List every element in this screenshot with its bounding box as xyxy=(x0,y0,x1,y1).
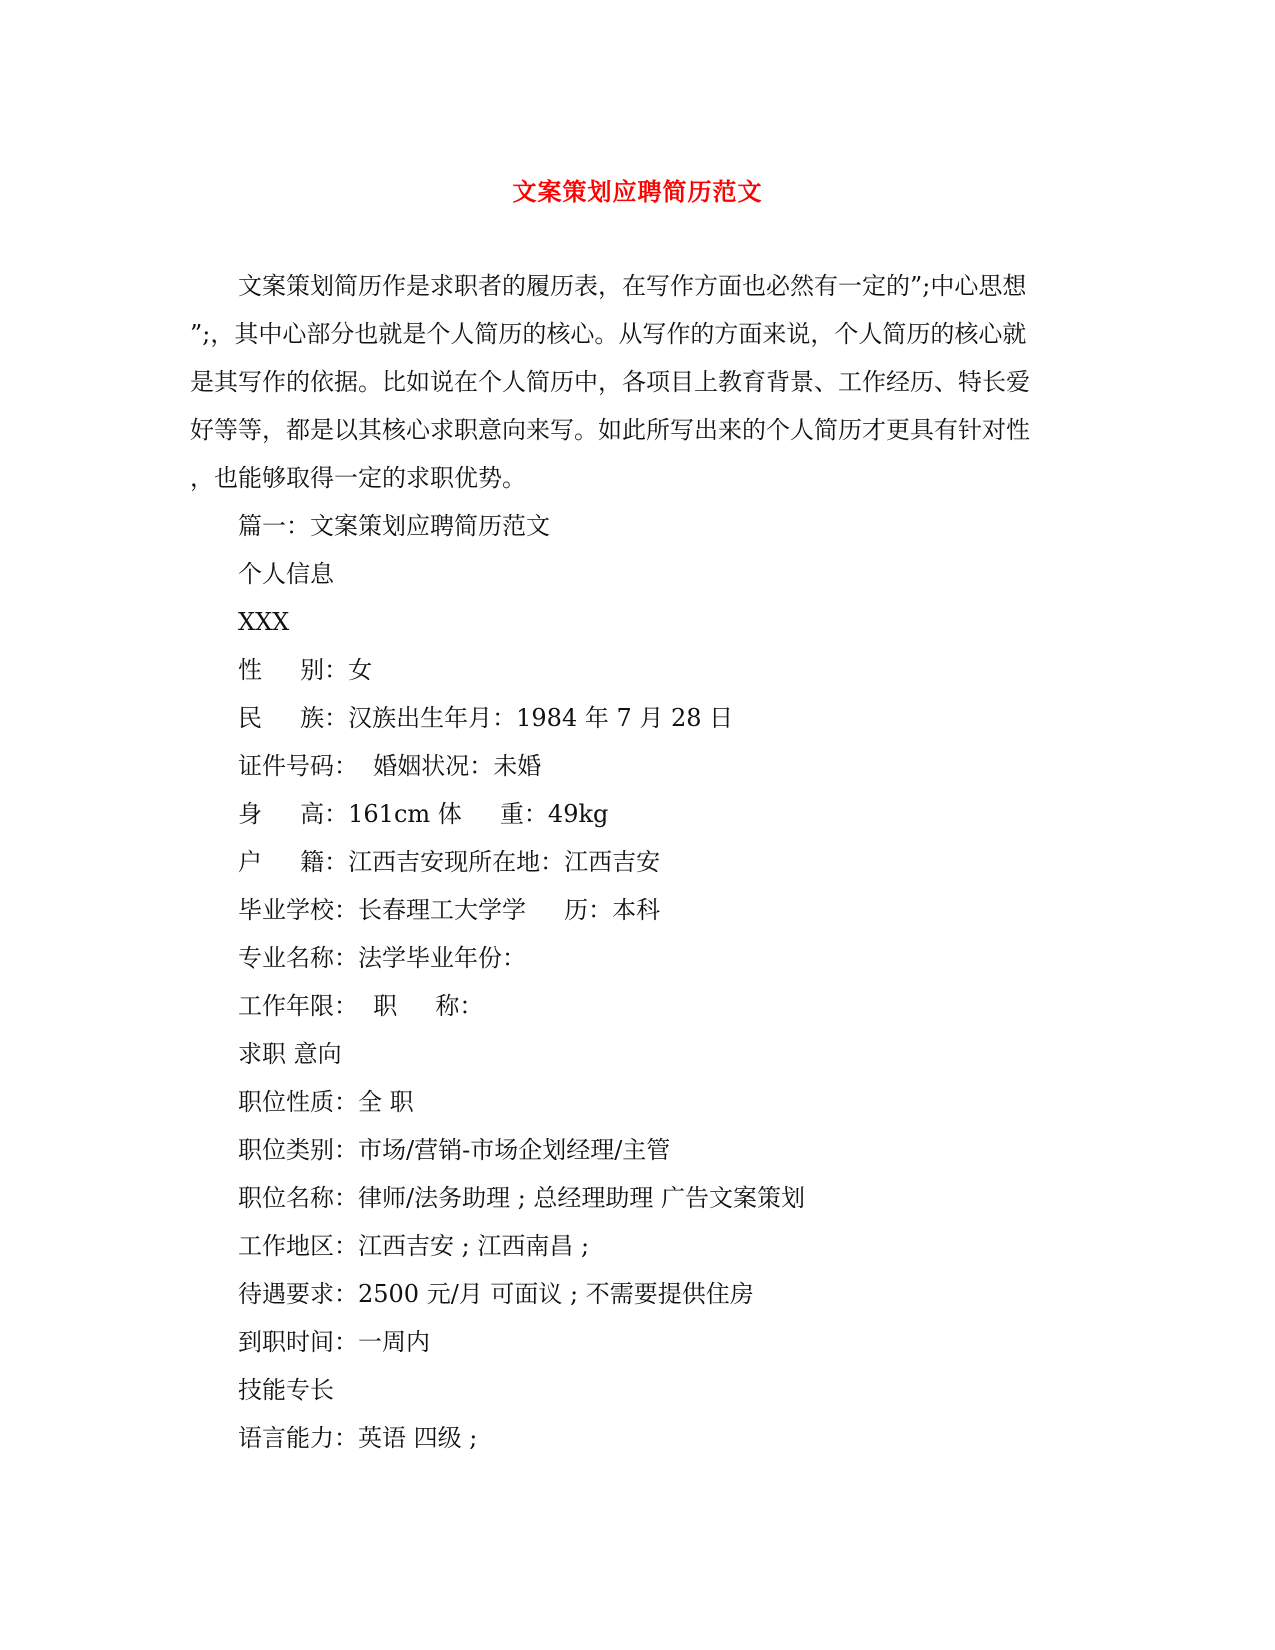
info-line: 民 族：汉族出生年月：1984 年 7 月 28 日 xyxy=(238,704,734,732)
intro-paragraph xyxy=(190,262,1070,502)
info-line: 职位类别：市场/营销-市场企划经理/主管 xyxy=(238,1136,671,1164)
name-line: XXX xyxy=(238,608,290,636)
info-line: 职位性质：全 职 xyxy=(238,1088,414,1116)
info-line: 专业名称：法学毕业年份： xyxy=(238,944,526,972)
info-line: 毕业学校：长春理工大学学 历：本科 xyxy=(238,896,661,924)
info-line: 性 别：女 xyxy=(238,656,373,684)
info-line: 语言能力：英语 四级 ; xyxy=(238,1424,478,1452)
info-line: 户 籍：江西吉安现所在地：江西吉安 xyxy=(238,848,661,876)
intro-line: ，也能够取得一定的求职优势。 xyxy=(190,464,526,492)
info-line: 证件号码： 婚姻状况：未婚 xyxy=(238,752,542,780)
subsection-heading: 技能专长 xyxy=(238,1376,334,1404)
document-title: 文案策划应聘简历范文 xyxy=(512,177,763,206)
info-line: 工作年限： 职 称： xyxy=(238,992,484,1020)
resume-body xyxy=(238,502,1078,1462)
info-line: 工作地区：江西吉安 ; 江西南昌 ; xyxy=(238,1232,590,1260)
info-line: 职位名称：律师/法务助理 ; 总经理助理 广告文案策划 xyxy=(238,1184,806,1212)
intro-line: ”;，其中心部分也就是个人简历的核心。从写作的方面来说，个人简历的核心就 xyxy=(190,320,1027,348)
intro-line: 好等等，都是以其核心求职意向来写。如此所写出来的个人简历才更具有针对性 xyxy=(190,416,1030,444)
info-line: 到职时间：一周内 xyxy=(238,1328,430,1356)
subsection-heading: 求职 意向 xyxy=(238,1040,342,1068)
section-heading: 篇一：文案策划应聘简历范文 xyxy=(238,512,550,540)
info-line: 待遇要求：2500 元/月 可面议 ; 不需要提供住房 xyxy=(238,1280,754,1308)
intro-line: 是其写作的依据。比如说在个人简历中，各项目上教育背景、工作经历、特长爱 xyxy=(190,368,1030,396)
intro-line: 文案策划简历作是求职者的履历表，在写作方面也必然有一定的”;中心思想 xyxy=(238,272,1027,300)
info-line: 身 高：161cm 体 重：49kg xyxy=(238,800,609,828)
subsection-heading: 个人信息 xyxy=(238,560,334,588)
